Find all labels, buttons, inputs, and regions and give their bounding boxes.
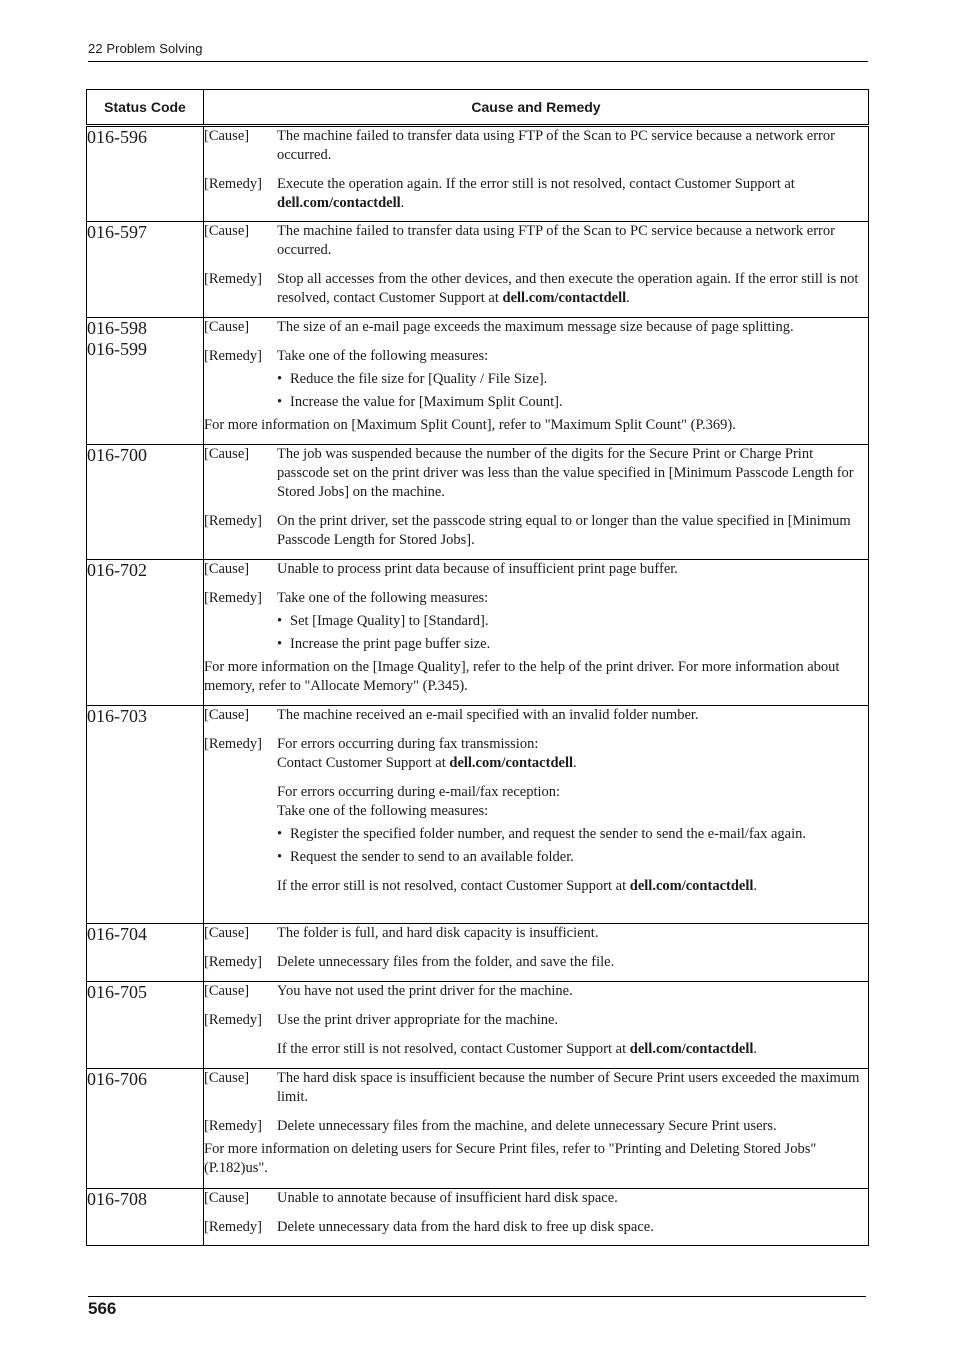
cause-text: The folder is full, and hard disk capacity is insufficient.: [277, 925, 599, 941]
cause-remedy-cell: [204, 706, 869, 924]
chapter-header: 22 Problem Solving: [88, 41, 203, 56]
remedy-line: [204, 270, 868, 308]
remedy-text-end: .: [626, 290, 630, 306]
reference-note: For more information on deleting users for Secure Print files, refer to "Printing and Deleting Stored Jobs" (P.182)us".: [204, 1141, 817, 1176]
measure-bullet: • Increase the value for [Maximum Split Count].: [204, 393, 868, 412]
status-code: 016-708: [87, 1189, 147, 1209]
cause-line: [204, 924, 868, 943]
table-row: [87, 222, 869, 318]
reference-note: For more information on [Maximum Split Count], refer to "Maximum Split Count" (P.369).: [204, 417, 736, 433]
cause-text: The machine failed to transfer data using FTP of the Scan to PC service because a network error occurred.: [277, 128, 835, 163]
cause-line: [204, 1189, 868, 1208]
status-code-cell: [87, 126, 204, 222]
remedy-line: [204, 1117, 868, 1136]
remedy-text-end: .: [400, 195, 405, 211]
support-link[interactable]: dell.com/contactdell: [502, 290, 627, 306]
remedy-detail-text: Contact Customer Support at: [277, 755, 450, 771]
measure-text: Increase the print page buffer size.: [290, 636, 491, 652]
table-header-row: [87, 90, 869, 126]
table-row: [87, 706, 869, 924]
remedy-line: [204, 512, 868, 550]
cause-tag: [Cause]: [204, 128, 250, 144]
cause-remedy-cell: [204, 318, 869, 445]
remedy-tag: [Remedy]: [204, 1219, 262, 1235]
measure-bullet: • Set [Image Quality] to [Standard].: [204, 612, 868, 631]
status-code: 016-598: [87, 318, 147, 338]
status-code-cell: [87, 1189, 204, 1246]
remedy-text: Stop all accesses from the other devices, and then execute the operation again. If the error still is not resolved, contact Customer Support at: [277, 271, 859, 306]
cause-text: The size of an e-mail page exceeds the maximum message size because of page splitting.: [277, 319, 794, 335]
support-link[interactable]: dell.com/contactdell: [629, 878, 754, 894]
measure-bullet: • Request the sender to send to an available folder.: [204, 848, 868, 867]
support-link[interactable]: dell.com/contactdell: [277, 195, 401, 211]
remedy-tag: [Remedy]: [204, 736, 262, 752]
measure-text: Register the specified folder number, and request the sender to send the e-mail/fax again.: [290, 826, 806, 842]
remedy-text: Use the print driver appropriate for the machine.: [277, 1012, 559, 1028]
cause-tag: [Cause]: [204, 925, 250, 941]
remedy-detail: [204, 1040, 868, 1059]
header-divider: [88, 61, 868, 62]
cause-text: The job was suspended because the number of the digits for the Secure Print or Charge Print passcode set on the print driver was less than the value specified in [Minimum Passcode Length for Stored Jobs] on the machine.: [277, 446, 854, 500]
remedy-detail-text: If the error still is not resolved, contact Customer Support at: [277, 1041, 630, 1057]
remedy-detail: Take one of the following measures:: [277, 803, 489, 819]
cause-line: [204, 127, 868, 165]
cause-tag: [Cause]: [204, 1070, 250, 1086]
status-code: 016-704: [87, 924, 147, 944]
page-number: 566: [88, 1299, 117, 1318]
status-code-cell: [87, 560, 204, 706]
remedy-text: For errors occurring during fax transmission:: [277, 736, 539, 752]
remedy-tag: [Remedy]: [204, 1118, 262, 1134]
status-code: 016-702: [87, 560, 147, 580]
remedy-detail-end: .: [753, 1041, 758, 1057]
remedy-tag: [Remedy]: [204, 1012, 262, 1028]
cause-text: Unable to process print data because of insufficient print page buffer.: [277, 561, 678, 577]
table-row: [87, 318, 869, 445]
reference-note: For more information on the [Image Quality], refer to the help of the print driver. For more information about memory, refer to "Allocate Memory" (P.345).: [204, 659, 840, 694]
cause-remedy-cell: [204, 222, 869, 318]
cause-tag: [Cause]: [204, 561, 250, 577]
cause-remedy-cell: [204, 560, 869, 706]
measure-bullet: • Increase the print page buffer size.: [204, 635, 868, 654]
remedy-tag: [Remedy]: [204, 590, 262, 606]
remedy-detail-end: .: [753, 878, 758, 894]
cause-text: You have not used the print driver for the machine.: [277, 983, 573, 999]
remedy-detail-text: If the error still is not resolved, contact Customer Support at: [277, 878, 630, 894]
table-row: [87, 560, 869, 706]
remedy-text: Take one of the following measures:: [277, 348, 489, 364]
cause-tag: [Cause]: [204, 223, 250, 239]
cause-text: The machine failed to transfer data using FTP of the Scan to PC service because a network error occurred.: [277, 223, 835, 258]
remedy-line: [204, 1011, 868, 1030]
remedy-text: Execute the operation again. If the error still is not resolved, contact Customer Support at: [277, 176, 795, 192]
status-code: 016-596: [87, 127, 147, 147]
cause-line: [204, 222, 868, 260]
cause-remedy-cell: [204, 126, 869, 222]
status-code-cell: [87, 1069, 204, 1189]
table-row: [87, 445, 869, 560]
support-link[interactable]: dell.com/contactdell: [449, 755, 574, 771]
status-code-table: [86, 89, 869, 1246]
remedy-line: [204, 347, 868, 366]
status-code: 016-706: [87, 1069, 147, 1089]
cause-text: The hard disk space is insufficient because the number of Secure Print users exceeded the maximum limit.: [277, 1070, 860, 1105]
status-code: 016-705: [87, 982, 147, 1002]
footer-divider: [88, 1296, 866, 1297]
measure-text: Set [Image Quality] to [Standard].: [290, 613, 489, 629]
cause-line: [204, 982, 868, 1001]
remedy-text: Delete unnecessary data from the hard disk to free up disk space.: [277, 1219, 654, 1235]
status-code: 016-597: [87, 222, 147, 242]
remedy-line: [204, 1218, 868, 1237]
status-code: 016-700: [87, 445, 147, 465]
remedy-detail: For errors occurring during e-mail/fax reception:: [277, 784, 561, 800]
cause-text: Unable to annotate because of insufficient hard disk space.: [277, 1190, 618, 1206]
remedy-line: [204, 589, 868, 608]
remedy-text: Delete unnecessary files from the folder, and save the file.: [277, 954, 615, 970]
cause-tag: [Cause]: [204, 983, 250, 999]
table-row: [87, 126, 869, 222]
cause-remedy-cell: [204, 1189, 869, 1246]
measure-text: Increase the value for [Maximum Split Count].: [290, 394, 563, 410]
measure-bullet: • Register the specified folder number, and request the sender to send the e-mail/fax again.: [204, 825, 868, 844]
remedy-text: Delete unnecessary files from the machine, and delete unnecessary Secure Print users.: [277, 1118, 777, 1134]
cause-tag: [Cause]: [204, 1190, 250, 1206]
cause-tag: [Cause]: [204, 319, 250, 335]
cause-remedy-cell: [204, 445, 869, 560]
status-code-cell: [87, 706, 204, 924]
table-row: [87, 982, 869, 1069]
remedy-tag: [Remedy]: [204, 954, 262, 970]
cause-remedy-cell: [204, 982, 869, 1069]
cause-line: [204, 445, 868, 502]
remedy-line: [204, 175, 868, 213]
status-code: 016-599: [87, 339, 147, 359]
cause-text: The machine received an e-mail specified with an invalid folder number.: [277, 707, 699, 723]
remedy-detail-end: .: [573, 755, 577, 771]
measure-bullet: • Reduce the file size for [Quality / File Size].: [204, 370, 868, 389]
remedy-tag: [Remedy]: [204, 271, 262, 287]
cause-line: [204, 318, 868, 337]
status-code-cell: [87, 318, 204, 445]
status-code-cell: [87, 924, 204, 982]
remedy-detail: [204, 754, 868, 773]
remedy-tag: [Remedy]: [204, 176, 262, 192]
cause-remedy-cell: [204, 1069, 869, 1189]
cause-line: [204, 1069, 868, 1107]
remedy-detail: [204, 877, 868, 896]
support-link[interactable]: dell.com/contactdell: [629, 1041, 754, 1057]
remedy-tag: [Remedy]: [204, 348, 262, 364]
status-code-cell: [87, 445, 204, 560]
remedy-tag: [Remedy]: [204, 513, 262, 529]
cause-line: [204, 560, 868, 579]
column-header-status-code: Status Code: [87, 90, 204, 126]
remedy-line: [204, 953, 868, 972]
remedy-text: On the print driver, set the passcode string equal to or longer than the value specified in [Minimum Passcode Length for Stored Jobs].: [277, 513, 851, 548]
table-row: [87, 924, 869, 982]
status-code-cell: [87, 222, 204, 318]
status-code-cell: [87, 982, 204, 1069]
column-header-cause-remedy: Cause and Remedy: [204, 90, 869, 126]
cause-line: [204, 706, 868, 725]
measure-text: Request the sender to send to an available folder.: [290, 849, 574, 865]
measure-text: Reduce the file size for [Quality / File Size].: [290, 371, 548, 387]
cause-remedy-cell: [204, 924, 869, 982]
remedy-line: [204, 735, 868, 754]
table-row: [87, 1189, 869, 1246]
cause-tag: [Cause]: [204, 446, 250, 462]
table-row: [87, 1069, 869, 1189]
cause-tag: [Cause]: [204, 707, 250, 723]
remedy-text: Take one of the following measures:: [277, 590, 489, 606]
status-code: 016-703: [87, 706, 147, 726]
